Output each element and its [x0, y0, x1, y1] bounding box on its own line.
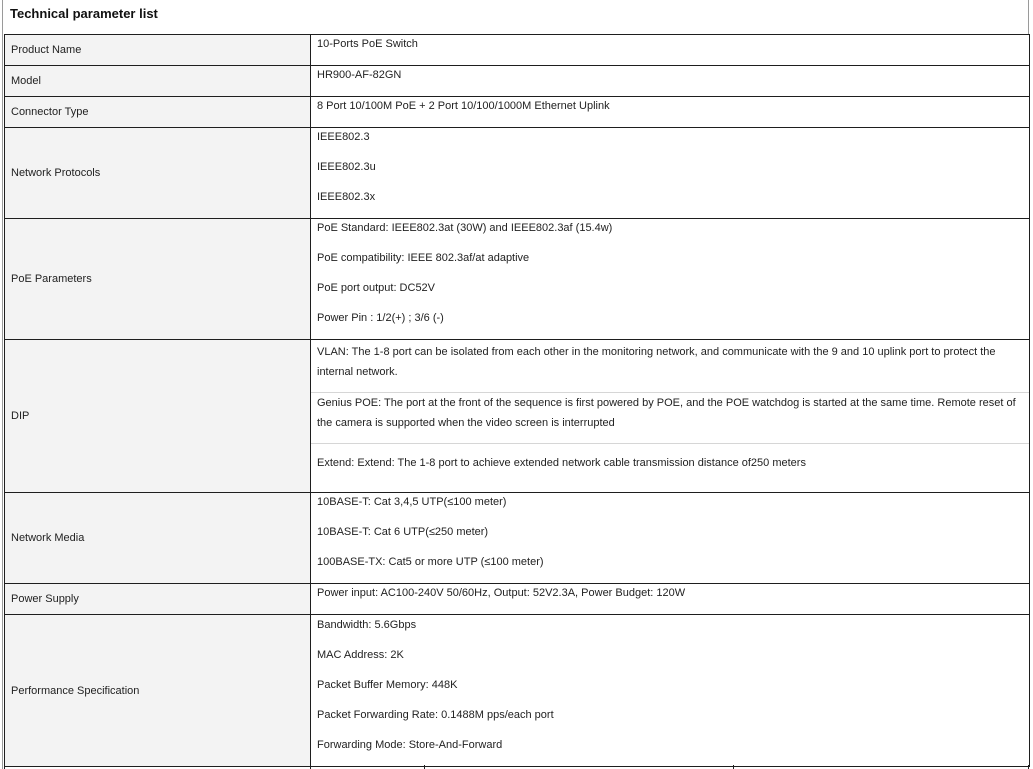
table-row [5, 493, 1030, 584]
parameter-value-line: 8 Port 10/100M PoE + 2 Port 10/100/1000M Ethernet Uplink [317, 100, 610, 112]
parameter-value-line: MAC Address: 2K [317, 648, 404, 661]
page-title: Technical parameter list [10, 6, 158, 21]
parameter-value-line: PoE port output: DC52V [317, 282, 436, 294]
parameter-label: Performance Specification [5, 615, 311, 767]
parameter-label: Connector Type [5, 97, 311, 128]
parameter-value-line: PoE Standard: IEEE802.3at (30W) and IEEE802.3af (15.4w) [317, 222, 613, 234]
parameter-value-line: Packet Forwarding Rate: 0.1488M pps/each port [317, 708, 554, 721]
parameter-label: Model [5, 66, 311, 97]
parameter-value [311, 97, 1030, 128]
next-table-edge [4, 765, 1029, 769]
parameter-label: Power Supply [5, 584, 311, 615]
parameter-value-line: 10BASE-T: Cat 6 UTP(≤250 meter) [317, 526, 489, 538]
parameter-value [311, 128, 1030, 219]
parameter-value-line: Power Pin : 1/2(+) ; 3/6 (-) [317, 312, 444, 324]
parameter-label: DIP [5, 340, 311, 493]
table-row [5, 584, 1030, 615]
table-row [5, 340, 1030, 493]
table-row [5, 219, 1030, 340]
parameter-value-line: 10-Ports PoE Switch [317, 38, 418, 50]
parameter-value [311, 615, 1030, 767]
parameter-value-line: Power input: AC100-240V 50/60Hz, Output: 52V2.3A, Power Budget: 120W [317, 587, 686, 599]
table-row [5, 615, 1030, 767]
parameter-value [311, 66, 1030, 97]
parameter-value-line: Forwarding Mode: Store-And-Forward [317, 738, 503, 751]
parameter-value-line: 100BASE-TX: Cat5 or more UTP (≤100 meter) [317, 556, 544, 568]
parameter-value [311, 219, 1030, 340]
table-row [5, 66, 1030, 97]
parameter-value [311, 584, 1030, 615]
parameter-value [311, 35, 1030, 66]
parameter-label: Network Protocols [5, 128, 311, 219]
parameter-value-line: Genius POE: The port at the front of the sequence is first powered by POE, and the POE watchdog is started at the same time. Remote reset of the camera is supported when the video screen is interrupted [311, 393, 1029, 444]
parameter-value-line: IEEE802.3u [317, 161, 376, 173]
parameter-value-line: Extend: Extend: The 1-8 port to achieve extended network cable transmission distance of250 meters [317, 456, 806, 469]
parameter-value-line: IEEE802.3 [317, 131, 370, 143]
parameter-value [311, 493, 1030, 584]
table-row [5, 35, 1030, 66]
parameter-label: PoE Parameters [5, 219, 311, 340]
parameter-label: Network Media [5, 493, 311, 584]
parameter-value [311, 340, 1030, 493]
technical-parameter-table [4, 34, 1030, 767]
parameter-value-line: Packet Buffer Memory: 448K [317, 678, 458, 691]
parameter-value-line: Bandwidth: 5.6Gbps [317, 618, 417, 631]
parameter-label: Product Name [5, 35, 311, 66]
parameter-value-line: VLAN: The 1-8 port can be isolated from each other in the monitoring network, and communicate with the 9 and 10 uplink port to protect the internal network. [311, 342, 1029, 393]
parameter-value-line: 10BASE-T: Cat 3,4,5 UTP(≤100 meter) [317, 496, 507, 508]
parameter-value-line: HR900-AF-82GN [317, 69, 402, 81]
parameter-value-line: IEEE802.3x [317, 191, 376, 203]
table-row [5, 97, 1030, 128]
parameter-value-line: PoE compatibility: IEEE 802.3af/at adaptive [317, 252, 530, 264]
table-row [5, 128, 1030, 219]
